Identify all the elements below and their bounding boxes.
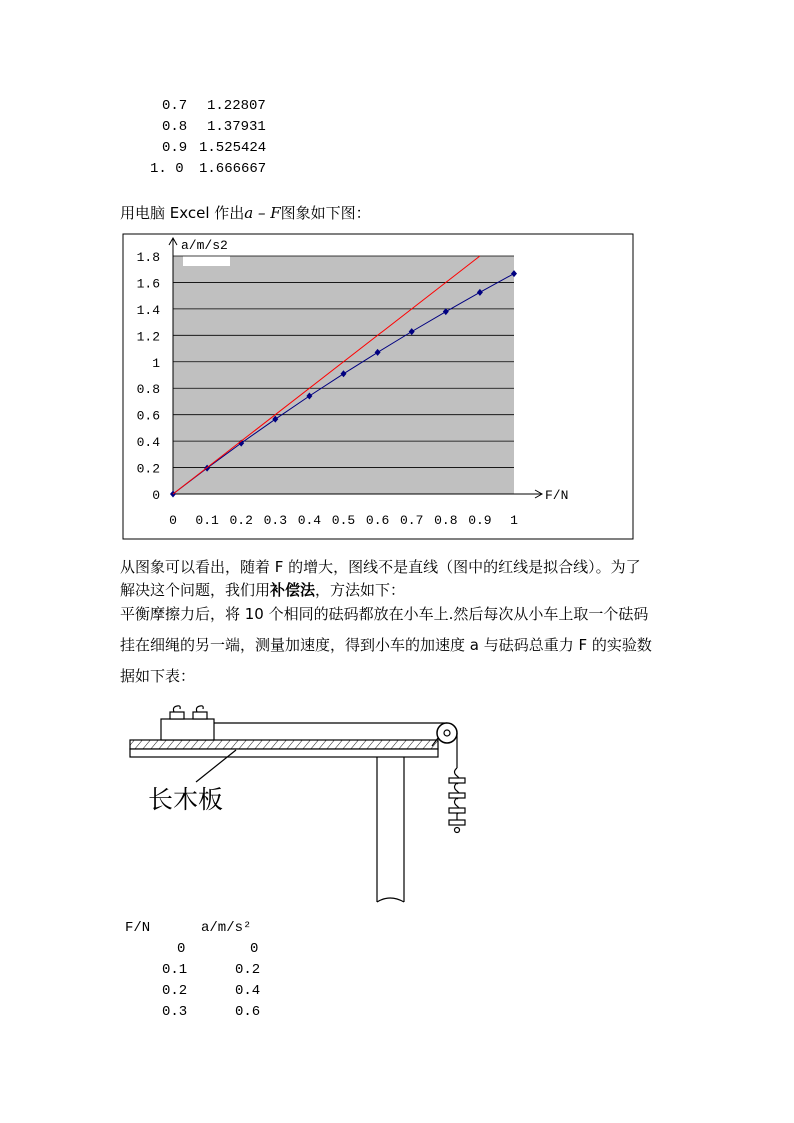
y-tick-label: 1.6: [136, 276, 160, 292]
x-tick-label: 0.1: [195, 513, 219, 528]
x-tick-label: 0.8: [434, 513, 458, 528]
table-leg: [377, 757, 404, 902]
para1-line2-before: 解决这个问题，我们用: [120, 581, 271, 599]
y-tick-label: 1.8: [136, 250, 160, 265]
x-tick-label: 1: [510, 513, 518, 528]
acceleration-force-chart: [0, 0, 794, 560]
x-tick-label: 0: [169, 513, 177, 528]
top-a-3: 1.666667: [199, 161, 267, 177]
top-f-0: 0.7: [162, 98, 188, 114]
top-a-1: 1.37931: [207, 119, 266, 135]
y-tick-label: 1: [152, 355, 160, 371]
x-tick-label: 0.7: [399, 513, 424, 528]
bottom-a-3: 0.6: [235, 1004, 261, 1020]
y-tick-label: 1.4: [136, 302, 160, 318]
x-tick-label: 0.4: [297, 513, 322, 528]
y-tick-label: 0: [152, 488, 160, 503]
top-f-3: 1. 0: [150, 161, 184, 177]
intro-formula: a – F: [244, 204, 281, 222]
y-tick-label: 0.4: [136, 435, 160, 451]
board-label: 长木板: [148, 785, 224, 814]
bottom-f-3: 0.3: [162, 1004, 188, 1020]
x-axis-label: F/N: [545, 488, 569, 503]
intro-after: 图象如下图：: [280, 204, 371, 222]
para1-line2-after: ，方法如下：: [315, 581, 406, 599]
para2-line1: 平衡摩擦力后，将 10 个相同的砝码都放在小车上.然后每次从小车上取一个砝码: [120, 605, 649, 623]
y-axis-label: a/m/s2: [181, 238, 228, 253]
bottom-a-0: 0: [250, 941, 259, 957]
apparatus-diagram: [0, 690, 794, 910]
top-f-1: 0.8: [162, 119, 188, 135]
board-hatch: [130, 740, 438, 749]
x-tick-label: 0.3: [263, 513, 288, 528]
y-tick-label: 0.8: [136, 382, 160, 398]
y-tick-label: 0.2: [136, 461, 160, 477]
intro-before: 用电脑 Excel 作出: [120, 204, 245, 222]
bottom-f-1: 0.1: [162, 962, 188, 978]
y-tick-label: 1.2: [136, 329, 160, 345]
bottom-f-2: 0.2: [162, 983, 188, 999]
bottom-a-1: 0.2: [235, 962, 261, 978]
x-tick-label: 0.5: [331, 513, 356, 528]
cart-weights: [170, 706, 207, 719]
bottom-a-2: 0.4: [235, 983, 261, 999]
para2-line3: 据如下表：: [120, 667, 196, 685]
para2-line2: 挂在细绳的另一端，测量加速度，得到小车的加速度 a 与砝码总重力 F 的实验数: [120, 636, 652, 654]
top-a-0: 1.22807: [207, 98, 266, 114]
top-f-2: 0.9: [162, 140, 188, 156]
para1-line1: 从图象可以看出，随着 F 的增大，图线不是直线（图中的红线是拟合线）。为了: [120, 558, 641, 576]
y-tick-label: 0.6: [136, 408, 160, 424]
top-a-2: 1.525424: [199, 140, 267, 156]
bottom-header-a: a/m/s²: [201, 920, 252, 936]
hanging-weights: [449, 768, 465, 833]
ylabel-mask: [183, 256, 230, 266]
bottom-f-0: 0: [177, 941, 186, 957]
bottom-header-f: F/N: [125, 920, 151, 936]
x-tick-label: 0.9: [468, 513, 492, 528]
cart: [161, 719, 214, 740]
long-wooden-board: [130, 749, 438, 757]
x-tick-label: 0.6: [365, 513, 390, 528]
x-tick-label: 0.2: [229, 513, 253, 528]
para1-line2: [120, 579, 405, 600]
para1-bold-term: 补偿法: [270, 581, 316, 599]
